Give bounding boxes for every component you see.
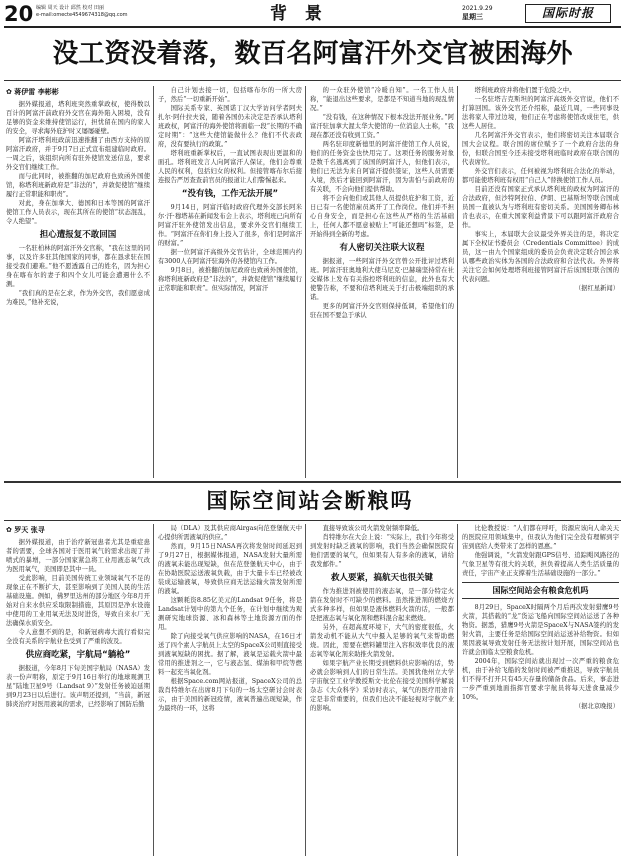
article2-column-4 xyxy=(462,524,619,856)
paragraph: 受此影响，目前美国传统工业领域氧气不足的现象正在不断扩大，甚至影响到了美国人民的生活基础设施。例如，佛罗里达州的部分地区今年8月开始对自来水供应采取限制措施，其原因是净水设施中使用的工业用氧无法及时进货，导致自来水厂无法确保水质安全。 xyxy=(6,575,150,627)
paragraph: 另外，在超高度环境下，大气的密度很低，火箭发动机不能从大气中摄入足够的氧气来帮助燃烧。因此，需要在燃料罐里注入容积效率优良的液态氧等氧化剂来助推火箭发射。 xyxy=(310,624,454,658)
article-divider xyxy=(4,481,621,483)
paragraph: 几名阿富汗外交官表示，他们将密切关注本届联合国大会议程。联合国的席位赋予了一个政府合法的身份，但联合国至今还未接受塔利班临时政府在联合国的代表席位。 xyxy=(462,132,619,166)
issue-date xyxy=(462,5,493,21)
header-rule xyxy=(4,26,621,28)
paragraph: 2004年，国际空间站就出现过一次严重的粮食危机，由于补给飞船的发射时间被严重推迟，导致宇航员们不得不打开只有45天存量的储备食品。后来，事态进一步严重到地面指挥官要求宇航员将每天进食量减少10%。 xyxy=(462,658,619,701)
column-divider xyxy=(153,524,154,856)
paragraph: 外交官们表示，任何被视为塔利班合法化的举动，都可能使塔利班有权用“自己人”替换使馆工作人员。 xyxy=(462,168,619,184)
headline-rule xyxy=(4,80,621,81)
paragraph: 局（DLA）及其供应商Airgas向范登堡航天中心提供所需液氧的供应。” xyxy=(158,525,302,541)
article2-headline: 国际空间站会断粮吗 xyxy=(206,489,414,513)
paragraph: 据外媒报道，塔利班突然重掌政权，使得数以百计的阿富汗前政府外交官在海外陷入困境，没有足够的资金来维持使馆运行，担忧留在国内的家人的安全，寻求海外庇护时又屡屡碰壁。 xyxy=(6,101,150,135)
paragraph: 国际关系专家、英国诺丁汉大学访问学者阿夫扎尔·阿什拉夫说，随着各国仍未决定是否承认塔利班政权，阿富汗的海外使馆将面临一段“长期的不确定时期”：“这些大使馆能做什么？他们不代表政府，没有要执行的政策。” xyxy=(158,105,302,148)
article2-column-1 xyxy=(6,524,150,856)
article2-subheading-1: 供应商吃紧，宇航局“躺枪” xyxy=(25,650,131,660)
paragraph: 直接导致该公司火箭发射频率降低。 xyxy=(322,525,424,532)
editor-info xyxy=(36,5,128,19)
paragraph: 塔利班重新掌权后，一直试图表现出更温和的面孔。塔利班发言人向阿富汗人保证，他们会尊重人民的权利，包括妇女的权利。但接管喀布尔后接连报告严厉查查前官员的报道让人们警惕起来。 xyxy=(158,150,302,184)
date-line: 2021.9.29 xyxy=(462,5,493,12)
paragraph: 自己计划去接一切，包括喀布尔的一所大房子，然后“一切重新开始”。 xyxy=(158,87,302,103)
paragraph: 两名驻印度新德里的阿富汗使馆工作人员说，他们的任务资金也快用完了。这项任务的服务对象是数千名逃离到了该国的阿富汗人，但他们表示，他们已无法为来自阿富汗提供签证，这些人员需要入境，然后才能回到阿富汗，因为害怕与前政府的有关联，不会向他们提供帮助。 xyxy=(310,141,454,193)
article1-column-3 xyxy=(310,86,454,478)
article2-column-2 xyxy=(158,524,302,856)
column-divider xyxy=(305,86,306,478)
paragraph: 一名驻柏林的阿富汗外交官称，“我在这里的同事，以及许多驻其他国家的同事，都在恳求驻在国接受我们避难。”他不愿透露自己的姓名，因为担心身在喀布尔的妻子和四个女儿可能会遭遇什么不测。 xyxy=(6,245,150,288)
paragraph: 根据Space.com网站报道，SpaceX公司的总裁肖特维尔在出席8月下旬的一场太空研讨会时表示，由于美国的新冠疫情，液氧普遍出现短缺，作为最终的一环，这将 xyxy=(158,678,302,712)
paragraph: 除了向接受氧气供应影响的NASA，在16日才送了四个素人宇航员上太空的SpaceX公司则直接受到液氧短缺的困扰。据了解，液氧是运载火箭中最常用的推进剂之一，它与液态氢、煤油和甲烷等燃料一起充当氧化剂。 xyxy=(158,633,302,676)
paragraph: 目前还没有国家正式承认塔利班的政权为阿富汗的合法政府，但沙特阿拉伯、伊朗、巴基斯坦等联合国成员国一直被认为与塔利班有密切关系。美国国务卿布林肯也表示，在重大国家利益背景下可以跟阿富汗政府合作。 xyxy=(462,186,619,229)
paragraph: “没有钱，在这种情况下根本没法开展业务。”阿富汗驻加拿大渥太华大使馆的一位消息人士称，“我现在都还没有收到工资。” xyxy=(310,114,454,139)
paragraph: 塔利班政府并将他们置于危险之中。 xyxy=(474,87,576,94)
editor-line: 编辑 周天 设计 邱然 校对 田丽 xyxy=(36,5,104,11)
paragraph: 肖特维尔在大会上说：“实际上，我们今年将受到发射时缺乏液氧的影响，我们当然会确保医院有他们需要的氧气，但如果有人有多余的液氧，请给我发邮件。” xyxy=(310,534,454,568)
paragraph: 一名驻塔吉克斯坦的阿富汗高级外交官说，他们不打算回国。该外交官还介绍称，最近几周，一些同事设法将家人带过边境，他们正在考虑将使馆改成住宅，供这些人居住。 xyxy=(462,96,619,130)
paragraph: 9月8日，被推翻的加尼政府也致函外国使馆，称塔利班新政府是“非法的”，并敦促使馆“继续履行正常职能和职责”。但实际情况，阿富汗 xyxy=(158,267,302,292)
article2-column-3 xyxy=(310,524,454,856)
paragraph: 然而，9月15日NASA再次将发射时间延迟到了9月27日，根据媒体报道，NASA发射大量所需的液氧未能出现短缺，但在范登堡航天中心，由于在协助医院运送液氧负载，由于大量卡车已经被改装成运输液氧，导致供应商无法运输火箭发射所需的液氧。 xyxy=(158,543,302,595)
column-divider xyxy=(457,86,458,478)
paragraph: 更多的阿富汗外交官则保持低调，希望他们的驻在国不要急于承认 xyxy=(310,303,454,319)
article1-subheading-3: 有人密切关注联大议程 xyxy=(339,243,425,253)
paragraph: 据报道，今年8月下旬美国宇航局（NASA）发表一份声明称，原定于9月16日举行的地球观测卫星“陆地卫星9号（Landsat 9）”发射任务被迫延期到9月23日以后进行。该声明还提到，“当前，新冠肺炎治疗对医用液氧的需求，已经影响了国防后勤 xyxy=(6,665,150,708)
paragraph: 8月29日，SpaceX时隔两个月后再次发射猎鹰9号火箭，其搭载的“龙”货运飞船向国际空间站运送了各种物资。据悉，猎鹰9号火箭是SpaceX与NASA签约的发射火箭，主要任务是给国际空间站运送补给物资。但如果因液氧导致发射任务无法按计划开展，国际空间站也许就会面临太空粮食危机。 xyxy=(462,604,619,656)
paragraph: 这颗耗资8.85亿美元的Landsat 9任务，将是Landsat计划中的第九个任务，在计划中继续为观测研究地球资源、冰和森林等土地资源方面的作用。 xyxy=(158,597,302,631)
paragraph: 如果宇航产业长期受到燃料供应影响的话，势必就会影响到人们的日常生活。美国犹他州立大学宇宙航空工业学教授斯文·比伦在接受美国科学解说杂志《大众科学》采访时表示，氧气的医疗用途肯定是非常重要的，但我们也决不能轻视对宇航产业的影响。 xyxy=(310,660,454,712)
newspaper-logo: 国际时报 xyxy=(525,4,611,23)
paragraph: 阿富汗塔利班政前迅速推翻了由西方支持的原阿富汗政府，并于9月7日正式宣布组建临时政府。一周之后，该组织向所有驻外使馆发送信息，要求外交官们继续工作。 xyxy=(6,137,150,171)
article1-column-2 xyxy=(158,86,302,478)
paragraph: 他强调说，“火箭发射跟GPS信号、追踪飓风路径的气象卫星等有很大的关联，担负着提高人类生活质量的责任，宇宙产业正支撑着生活基础设施的一部分。” xyxy=(462,552,619,577)
paragraph: 对此，身在加拿大、德国和日本等国的阿富汗使馆工作人员表示，现在其所在的使馆“状态混乱，令人绝望”。 xyxy=(6,200,150,225)
paragraph: 作为推进剂被使用的液态氧，是一部分特定火箭在发射时不可缺少的燃料。虽然推进剂的燃烧方式多种多样，但如果是液体燃料火箭的话，一般都是把液态氧与氧化剂和燃料混合起来燃烧。 xyxy=(310,588,454,622)
article2-subheading-2: 救人要紧，搞航天也很关键 xyxy=(330,573,433,583)
section-title: 背 景 xyxy=(270,4,328,24)
column-divider xyxy=(457,524,458,856)
paragraph: 将不会向他们或其他人员提供庇护和工资，近日已有一名使馆雇员离开了工作岗位。他们并不担心自身安全，而是担心在这些从严格的生活基础上，任何人都不愿意被贴上“可能还想吗”标签，是开始得到全新的考虑。 xyxy=(310,195,454,238)
weekday-line: 星期三 xyxy=(462,13,483,21)
paragraph: 据外媒报道，由于治疗新冠患者尤其是重症患者的需要，全球各国对于医用氧气的需求出现了井喷式的暴增，一部分国家紧急将工业用液态氧气改为医用氧气，美国即是其中一员。 xyxy=(6,539,150,573)
article2-source: （据北京晚报） xyxy=(574,703,619,710)
article2-byline: ✿ 罗天 张寻 xyxy=(6,526,45,534)
paragraph: 比伦教授说：“人们都在呼吁，资源应该向人命关天的医院应用领域集中，但我认为他们完全没有理解到宇宙到底给人类带来了怎样的恩惠。” xyxy=(462,525,619,550)
paragraph: 据报道，一些阿富汗外交官曾公开批评过塔利班。阿富汗驻奥地利大使马尼克·巴赫瑞坚持常在社交媒体上发布有关指控塔利班的信息，此外也有大使警告称，不要和信塔利班关于打击极端组织的承诺。 xyxy=(310,258,454,301)
article1-subheading-1: 担心遭报复不敢回国 xyxy=(39,230,117,240)
paragraph: 令人意想不到的是，和新冠病毒大流行看似完全没有关系的宇航业也受到了严重的波及。 xyxy=(6,629,150,645)
email-line: e-mail:omecte4549674318@qq.com xyxy=(36,12,128,18)
article1-column-1 xyxy=(6,86,150,478)
paragraph: 事实上，本届联大会议最受外界关注的是，将决定属下全权证书委员会（Credentials Committee）的成员，这一由九个国家组成的委员会负责决定联合国会承认哪些政治实体为各国的合法政府和合法代表。外界将关注它会如何处理塔利班接管阿富汗后该国驻联合国的代表问题。 xyxy=(462,231,619,283)
column-divider xyxy=(305,524,306,856)
page-number: 20 xyxy=(4,2,34,26)
article1-headline: 没工资没着落，数百名阿富汗外交官被困海外 xyxy=(52,39,573,69)
article1-source: （据红星新闻） xyxy=(574,285,619,292)
paragraph: 而与此同时，被推翻的加尼政府也致函外国使馆，称塔利班新政府是“非法的”，并敦促使馆“继续履行正常职能和职责”。 xyxy=(6,173,150,198)
paragraph: 据一位阿富汗高级外交官估计，全球范围内约有3000人在阿富汗驻海外的各使馆内工作。 xyxy=(158,249,302,265)
article2-subheading-3: 国际空间站会有粮食危机吗 xyxy=(462,582,619,599)
paragraph: 9月14日，阿富汗临时政府代理外交部长阿米尔·汗·穆塔基在新闻发布会上表示，塔利班已向所有阿富汗驻外使馆发出信息，要求外交官们继续工作。“阿富汗在你们身上投入了很多，你们是阿富汗的财富。” xyxy=(158,204,302,247)
article1-byline: ✿ 蒋伊雷 李彬彬 xyxy=(6,88,59,96)
headline-rule xyxy=(4,520,621,521)
article1-subheading-2: “没有钱，工作无法开展” xyxy=(181,189,279,199)
column-divider xyxy=(153,86,154,478)
paragraph: “我们真的是在乞求，作为外交官，我们愿意成为难民，”他补充说， xyxy=(6,290,150,306)
article1-column-4 xyxy=(462,86,619,478)
paragraph: 的一众驻外使馆“冷暖自知”。一名工作人员称，“能退出这些要求，是都是不知道当地的现乱情况。” xyxy=(310,87,454,112)
